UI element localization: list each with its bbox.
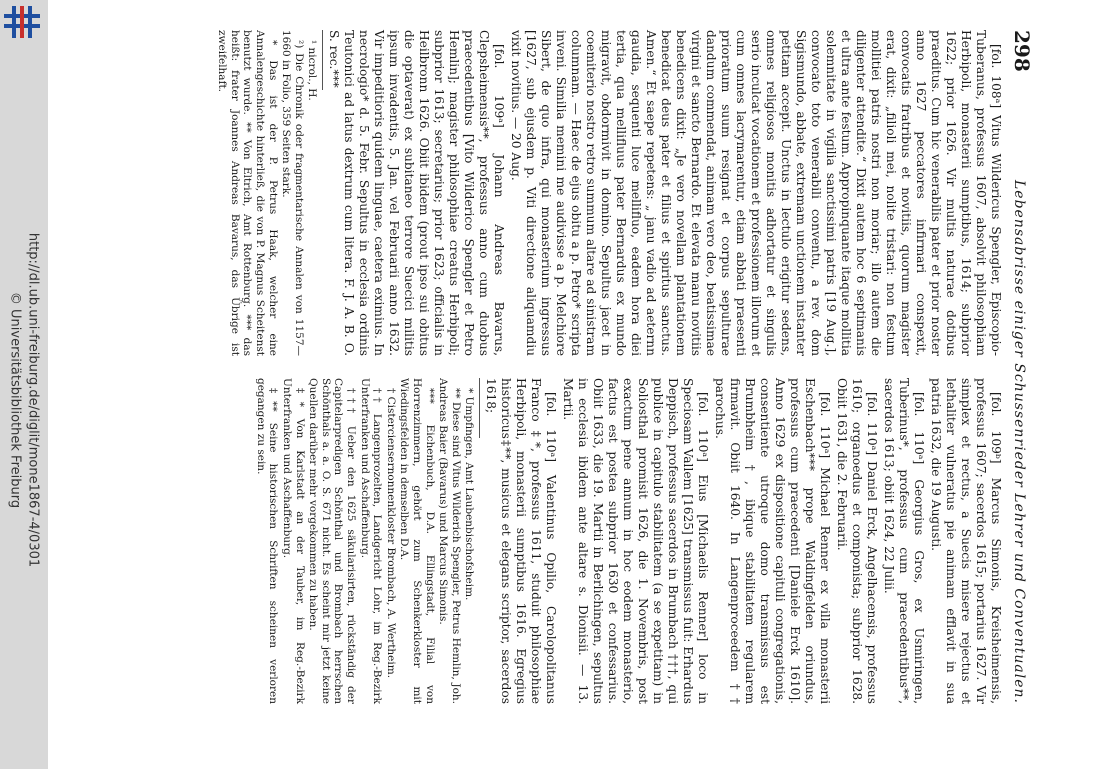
entry-paragraph: [fol. 110ᵃ] Michael Renner ex villa monasterii Eschenbach*** prope Waldingfelden oriundus, professus cum praecedenti [Daniele Erck 1610]. Anno 1629 ex dispositione capituli congregationis, consentiente utroque domo transmissus est Brumbheim †, ibique stabilitatem regularem firmavit. Obiit 1640. In Langenproceedem †† parochus. xyxy=(713,378,833,704)
entry-paragraph: [fol. 109ᵇ] Marcus Simonis, Kreisheimensis, professus 1607; sacerdos 1615; portarius 1627. Vir simplex et rectus, a Suecis misere rejectus et lethaliter vulneratus pie animam efflavit in sua patria 1632, die 19 Augusti. xyxy=(929,378,1004,704)
footnote: *** Eichenbuch, D.A. Ellingstadt, Filial von Horrenzimmern, gehört zum Schenkerkloster mit Wiedingsfelden in demselben D.A. xyxy=(398,378,436,704)
library-logo-icon xyxy=(2,2,42,42)
entry-paragraph: [fol. 109ᵃ] Johann Andreas Bavarus, Clepsheimensis**, professus anno cum duobus praecedentibus [Vito Wilderico Spengler et Petro Hemlin]; magister philosophiae creatus Herbipoli; subprior 1613; secretarius; prior 1623; officialis in Heilbronn 1626. Obiit ibidem (prout ipso sui obitus die optaverat) ex subitaneo terrore Suecici militis ipsum invadentis, 5. Jan. vel Februarii anno 1632. Vir impeditioris quidem linguae, caetera eximius. In necrologio* d. 5. Febr. Sepultus in ecclesia ordinis Teutonici ad latus dextrum cum litera. F. J. A. B. O. S. rec.*** xyxy=(327,30,507,356)
footnotes-right xyxy=(254,378,475,704)
footnote: † Cisterciensernonnenkloster Brombach, A. Wertheim. xyxy=(384,388,397,679)
page-number: 298 xyxy=(1010,30,1034,72)
source-url-link[interactable]: http://dl.ub.uni-freiburg.de/diglit/mone1867-4/0301 xyxy=(25,232,41,568)
entry-paragraph: [fol. 108ᵃ] Vitus Wildericus Spengler, Episcopio-Tuberanus, professus 1607, absolvit philosophiam Herbipoli, monasterii sumptibus, 1614; subprior 1622; prior 1626. Vir multis naturae dotibus praeditus. Cum hic venerabilis pater et prior noster anno 1627 peccatores infirmari conspexit, convocatis fratribus et novitiis, quorum magister erat, dixit: „filioli mei, nolite tristari: non festum mollitiei patris nostri non moriar; illo autem die diligenter attendite.“ Dixit autem hoc 6 septimanis et ultra ante festum. Appropinquante itaque mollitia solemnitate in vigilia sanctissimi patris [19 Aug.], convocato toto venerabili conventu, a rev. dom Sigismundo, abbate, extremam unctionem instanter petitam accepit. Unctus in lectulo erigitur sedens, omnes religiosos monitis adhortatur et singulis serio inculcat vocationem et professionem illorum et cum omnes lacrymarentur, etiam abbati praesenti prioratum suum resignat et corpus sepulturae dandum commendat, animam vero deo, beatissimae virgini et sancto Bernardo. Et elevata manu novitiis benedicens dixit: „Je vero novellam plantationem benedicat deus pater et filius et spiritus sanctus. Amen.“ Et saepe repetens: „ janu vadio ad aeternn gaudia, sequenti luce mellifluo, eadem hora diei tertia, qua mellifluus pater Bernardus ex mundo migravit, obdormivit in domino. Sepultus jacet in coemiterio nostro retro summum altare ad sinistram columnam. — Haec de ejus obitu a p. Petro* scripta inveni. Similia memini me audivisse a p. Melchiore Sibert, de quo infra, qui monasterium ingressus [1627, sub ejusdem p. Viti directione aliquamdiu vixit novitius. — 20 Aug. xyxy=(509,30,1004,356)
entry-paragraph: [fol. 110ᵃ] Eius [Michaelis Renner] loco in Speciosam Vallem [1625] transmissus fuit: Erhardus Deppisch, professus sacerdos in Brumbach †††, qui publice in capitulo stabilitatem (a se expetitam) in Soliosthal promisit 1626, die 1. Novembris, post exactum pene annum in hoc eodem monasterio, factus est postea subprior 1630 et confessarius. Obiit 1633, die 19. Martii in Berlichingen, sepultus in ecclesia ibidem ante altare s. Dionisii. — 13. Martii. xyxy=(561,378,711,704)
footnote: ‡* Von Karlstadt an der Tauber, im Reg.-Bezirk Unterfranken und Aschaffenburg. xyxy=(281,378,306,704)
footnote: †† Langenprozelten, Landgericht Lohr, im Reg.-Bezirk Unterfranken und Aschaffenburg. xyxy=(358,378,384,704)
footnote: ** Diese sind Vitus Wilderich Spengler, Petrus Hemlin, Joh. Andreas Baier (Bavarus) und Marcus Simonis. xyxy=(437,378,462,704)
footnote: ¹ nicrol., H. xyxy=(306,40,319,101)
footnote: * Umpfingen, Amt Laubenbischofsheim. xyxy=(463,388,476,601)
copyright-text: © Universitätsbibliothek Freiburg xyxy=(8,291,23,509)
left-column xyxy=(215,30,1004,356)
entry-paragraph: [fol. 110ᵃ] Daniel Erck, Angelhacensis, professus 1610; organoedus et componista; subprior 1628. Obiit 1631, die 2. Februarii. xyxy=(835,378,880,704)
entry-paragraph: [fol. 110ᵃ] Valentinus Opilio, Carolopolitanus Franco ‡*, professus 1611, studuit philosophiae Herbipoli, monasterii sumptibus 1616. Egregius historicus‡**, musicus et elegans scriptor, sacerdos 1618; xyxy=(484,378,559,704)
page-header xyxy=(1009,30,1034,704)
footnote-divider xyxy=(322,30,323,90)
scanned-page xyxy=(48,0,1048,734)
right-column xyxy=(215,378,1004,704)
footnote: ††† Ueber den 1625 säkularisirten, rückständig der Capitelarpredigen Schönthal und Brombach herrschen Schönthals a. a. O. S. 671 nicht. Es scheint mir jetzt keine Quellen darüber mehr vorgekommen zu haben. xyxy=(307,378,358,704)
viewer-sidebar xyxy=(0,0,48,769)
running-head: Lebensabrisse einiger Schussenrieder Lehrer und Conventualen. xyxy=(1011,180,1027,704)
page-viewport xyxy=(48,0,1094,769)
footnote: ²) Die Chronik oder fragmentarische Annalen von 1157—1660 in Folio, 359 Seiten stark. xyxy=(280,30,305,356)
footnotes-left xyxy=(216,30,319,356)
footnote: * Das ist der P. Petrus Haak, welcher eine Annalengeschichte hinterließ, die von P. Magnus Scheitenst benutzt wurde. ** Von Eltrich, Amt Rottenburg. *** das heißt: frater Joannes Andreas Bavarus, das Übrige ist zweifelhaft. xyxy=(216,30,279,356)
entry-paragraph: [fol. 110ᵃ] Georgius Gros, ex Usmiringen, Tuberinus*, professus cum praecedentibus**, sacerdos 1613; obiit 1624, 22 Julii. xyxy=(882,378,927,704)
footnote: ‡** Seine historischen Schriften scheinen verloren gegangen zu sein. xyxy=(254,378,280,704)
footnote-divider xyxy=(479,378,480,438)
sidebar-text xyxy=(6,40,41,760)
